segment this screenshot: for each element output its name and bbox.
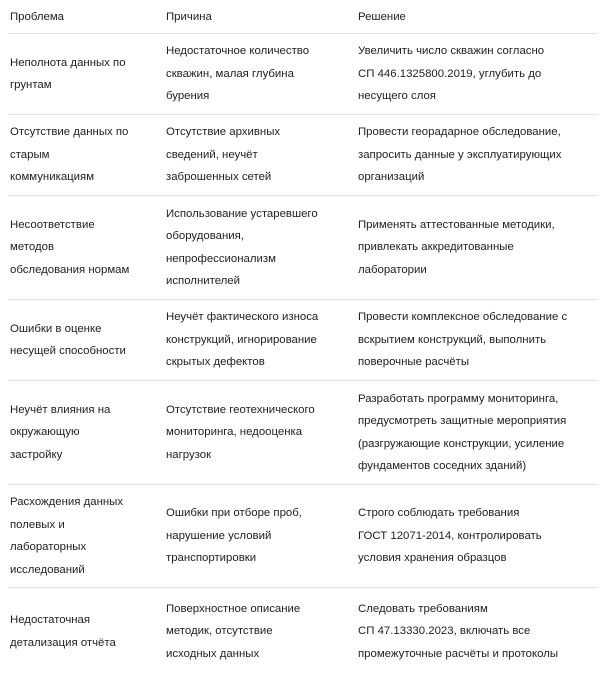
- cell-text-line: детализация отчёта: [10, 636, 116, 649]
- cell-solution: [358, 121, 598, 189]
- cell-text-line: организаций: [358, 171, 425, 184]
- cell-text-line: Поверхностное описание: [166, 602, 301, 615]
- table-row: [8, 485, 598, 588]
- header-problem: Проблема: [10, 10, 65, 23]
- cell-text-line: оборудования,: [166, 230, 244, 242]
- cell-text-line: мониторинга, недооценка: [166, 426, 303, 439]
- cell-solution: [358, 214, 598, 282]
- table-row: [8, 34, 598, 115]
- cell-cause: [166, 121, 358, 189]
- cell-text-line: непрофессионализм: [166, 252, 276, 265]
- cell-text-line: сведений, неучёт: [166, 148, 258, 161]
- cell-text-line: условия хранения образцов: [358, 552, 507, 565]
- table-header-row: [8, 0, 598, 34]
- cell-text-line: Провести георадарное обследование,: [358, 126, 561, 139]
- cell-text-line: конструкций, игнорирование: [166, 333, 317, 346]
- cell-problem: [8, 399, 166, 467]
- cell-problem: [8, 318, 166, 363]
- cell-text-line: застройку: [10, 448, 63, 461]
- cell-text-line: Ошибки в оценке: [10, 322, 102, 335]
- cell-text-line: привлекать аккредитованные: [358, 241, 514, 254]
- table-body: [8, 34, 598, 675]
- cell-text-line: обследования нормам: [10, 263, 130, 276]
- header-cause: Причина: [166, 10, 212, 23]
- table-row: [8, 381, 598, 485]
- table-row: [8, 196, 598, 300]
- cell-text-line: коммуникациям: [10, 171, 95, 184]
- cell-text-line: Несоответствие: [10, 218, 95, 231]
- cell-text-line: вскрытием конструкций, выполнить: [358, 333, 547, 346]
- cell-text-line: исполнителей: [166, 275, 240, 287]
- cell-text-line: (разгружающие конструкции, усиление: [358, 437, 565, 450]
- cell-text-line: лабораторных: [10, 541, 87, 553]
- cell-text-line: Неучёт фактического износа: [166, 311, 319, 324]
- cell-cause: [166, 203, 358, 293]
- cell-cause: [166, 598, 358, 666]
- cell-text-line: фундаментов соседних зданий): [358, 460, 527, 472]
- cell-text-line: СП 47.13330.2023, включать все: [358, 625, 531, 638]
- cell-text-line: полевых и: [10, 518, 65, 531]
- data-table: [8, 0, 598, 675]
- cell-problem: [8, 609, 166, 654]
- cell-text-line: Применять аттестованные методики,: [358, 218, 555, 231]
- table-row: [8, 588, 598, 675]
- cell-text-line: скважин, малая глубина: [166, 67, 294, 80]
- cell-text-line: методов: [10, 241, 54, 254]
- cell-solution: [358, 40, 598, 108]
- cell-cause: [166, 306, 358, 374]
- cell-text-line: Провести комплексное обследование с: [358, 311, 568, 324]
- cell-text-line: старым: [10, 148, 50, 161]
- cell-text-line: Неучёт влияния на: [10, 403, 111, 416]
- cell-problem: [8, 491, 166, 581]
- cell-text-line: Расхождения данных: [10, 496, 124, 508]
- cell-text-line: Неполнота данных по: [10, 56, 126, 69]
- cell-text-line: грунтам: [10, 79, 52, 91]
- cell-text-line: Использование устаревшего: [166, 207, 318, 220]
- cell-text-line: Ошибки при отборе проб,: [166, 507, 302, 520]
- cell-solution: [358, 388, 598, 478]
- cell-text-line: несущего слоя: [358, 90, 436, 103]
- cell-text-line: скрытых дефектов: [166, 356, 265, 369]
- cell-text-line: исследований: [10, 563, 85, 576]
- cell-text-line: СП 446.1325800.2019, углубить до: [358, 67, 542, 80]
- cell-text-line: нагрузок: [166, 448, 212, 461]
- cell-text-line: Отсутствие данных по: [10, 126, 129, 139]
- cell-text-line: Строго соблюдать требования: [358, 507, 520, 520]
- cell-text-line: Отсутствие геотехнического: [166, 403, 315, 416]
- cell-problem: [8, 121, 166, 189]
- table-row: [8, 115, 598, 196]
- cell-text-line: Недостаточное количество: [166, 45, 310, 58]
- cell-text-line: запросить данные у эксплуатирующих: [358, 148, 562, 161]
- cell-text-line: лаборатории: [358, 263, 427, 276]
- cell-text-line: предусмотреть защитные мероприятия: [358, 415, 567, 427]
- cell-text-line: исходных данных: [166, 647, 260, 660]
- cell-solution: [358, 598, 598, 666]
- cell-text-line: нарушение условий: [166, 529, 272, 542]
- cell-problem: [8, 214, 166, 282]
- cell-text-line: методик, отсутствие: [166, 625, 273, 638]
- cell-solution: [358, 502, 598, 570]
- cell-solution: [358, 306, 598, 374]
- cell-problem: [8, 52, 166, 97]
- cell-text-line: бурения: [166, 90, 210, 103]
- cell-text-line: Увеличить число скважин согласно: [358, 45, 545, 58]
- cell-text-line: Отсутствие архивных: [166, 126, 281, 139]
- cell-text-line: Разработать программу мониторинга,: [358, 392, 559, 405]
- cell-cause: [166, 502, 358, 570]
- cell-text-line: промежуточные расчёты и протоколы: [358, 647, 559, 660]
- cell-text-line: поверочные расчёты: [358, 356, 470, 369]
- cell-text-line: окружающую: [10, 426, 80, 439]
- cell-text-line: заброшенных сетей: [166, 171, 272, 184]
- table-row: [8, 300, 598, 381]
- cell-text-line: ГОСТ 12071-2014, контролировать: [358, 529, 542, 542]
- cell-cause: [166, 399, 358, 467]
- cell-text-line: транспортировки: [166, 552, 257, 565]
- cell-text-line: несущей способности: [10, 345, 126, 357]
- cell-text-line: Следовать требованиям: [358, 602, 488, 615]
- header-solution: Решение: [358, 10, 406, 23]
- cell-text-line: Недостаточная: [10, 614, 91, 626]
- cell-cause: [166, 40, 358, 108]
